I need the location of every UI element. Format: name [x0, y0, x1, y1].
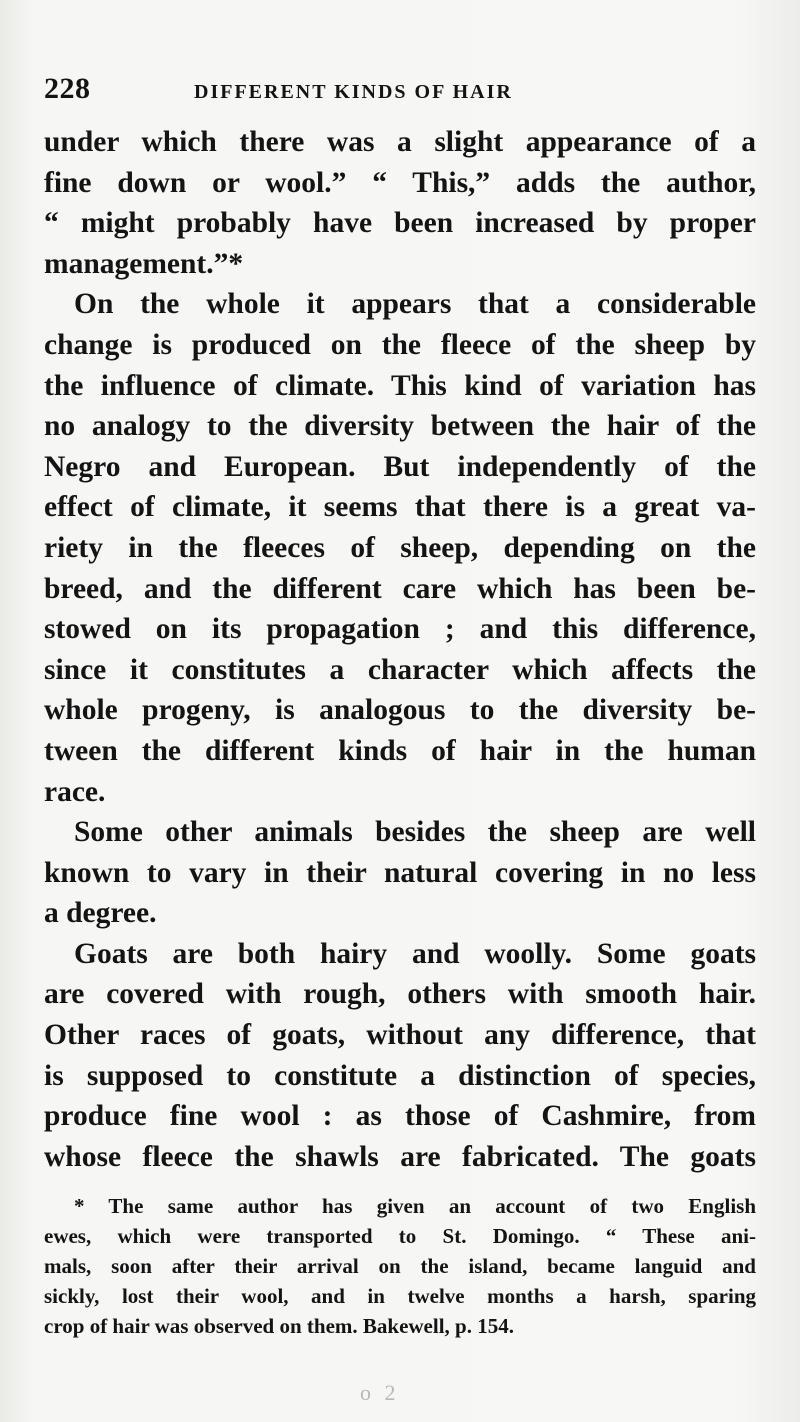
body-text	[44, 122, 756, 1177]
footnote-line: crop of hair was observed on them. Bakewell, p. 154.	[44, 1314, 514, 1339]
text-line: breed, and the different care which has been be-	[44, 572, 756, 605]
text-line: are covered with rough, others with smooth hair.	[44, 978, 756, 1011]
signature-mark: o 2	[360, 1380, 400, 1405]
text-line: since it constitutes a character which affects the	[44, 653, 756, 686]
text-line: Negro and European. But independently of the	[44, 450, 756, 483]
text-line: race.	[44, 775, 106, 808]
text-line: effect of climate, it seems that there is a great va-	[44, 491, 756, 524]
text-line: Goats are both hairy and woolly. Some goats	[74, 937, 756, 970]
page-number: 228	[44, 72, 91, 105]
text-line: stowed on its propagation ; and this difference,	[44, 613, 756, 646]
running-title: DIFFERENT KINDS OF HAIR	[194, 81, 513, 103]
text-line: Some other animals besides the sheep are well	[74, 816, 756, 849]
text-line: the influence of climate. This kind of variation has	[44, 369, 756, 402]
text-line: “ might probably have been increased by proper	[44, 207, 756, 240]
footnote-line: sickly, lost their wool, and in twelve months a harsh, sparing	[44, 1284, 756, 1309]
text-line: produce fine wool : as those of Cashmire, from	[44, 1100, 756, 1133]
text-line: no analogy to the diversity between the hair of the	[44, 410, 756, 443]
text-line: whole progeny, is analogous to the diversity be-	[44, 694, 756, 727]
text-line: tween the different kinds of hair in the human	[44, 734, 756, 767]
text-line: whose fleece the shawls are fabricated. The goats	[44, 1140, 756, 1173]
text-line: under which there was a slight appearance of a	[44, 126, 756, 158]
text-line: riety in the fleeces of sheep, depending on the	[44, 531, 756, 564]
running-head	[44, 72, 756, 116]
footnote	[44, 1191, 756, 1341]
text-line: management.”*	[44, 247, 244, 280]
footnote-line: mals, soon after their arrival on the island, became languid and	[44, 1254, 756, 1279]
text-line: change is produced on the fleece of the sheep by	[44, 328, 756, 361]
footnote-line: ewes, which were transported to St. Domingo. “ These ani-	[44, 1224, 756, 1249]
footnote-line: * The same author has given an account of two English	[74, 1194, 756, 1219]
text-line: fine down or wool.” “ This,” adds the author,	[44, 166, 756, 199]
text-line: a degree.	[44, 897, 157, 930]
text-line: Other races of goats, without any difference, that	[44, 1019, 756, 1052]
text-line: On the whole it appears that a considerable	[74, 288, 756, 321]
text-line: is supposed to constitute a distinction of species,	[44, 1059, 756, 1092]
text-line: known to vary in their natural covering in no less	[44, 856, 756, 889]
